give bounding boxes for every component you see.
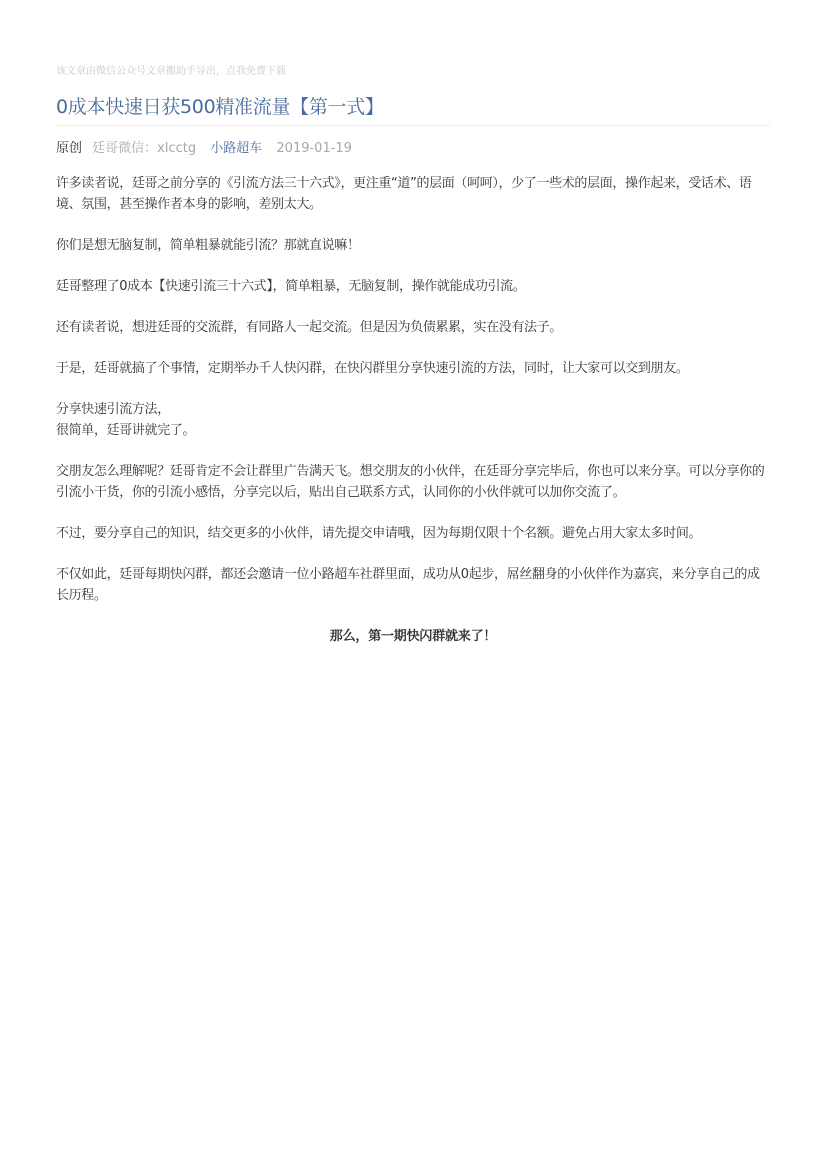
title-divider — [56, 125, 770, 126]
export-note-link[interactable]: 该文章由微信公众号文章搬助手导出，点我免费下载 — [56, 66, 286, 77]
paragraph: 廷哥整理了0成本【快速引流三十六式】，简单粗暴，无脑复制，操作就能成功引流。 — [56, 279, 526, 294]
paragraph: 许多读者说，廷哥之前分享的《引流方法三十六式》，更注重“道”的层面（呵呵），少了一些术的层面，操作起来，受话术、语境、氛围，甚至操作者本身的影响，差别太大。 — [56, 176, 752, 212]
share-line: 很简单，廷哥讲就完了。 — [56, 423, 196, 438]
share-line: 分享快速引流方法， — [56, 402, 170, 417]
paragraph: 交朋友怎么理解呢？廷哥肯定不会让群里广告满天飞。想交朋友的小伙伴，在廷哥分享完毕后，你也可以来分享。可以分享你的引流小干货，你的引流小感悟，分享完以后，贴出自己联系方式，认同你的小伙伴就可以加你交流了。 — [56, 464, 765, 500]
paragraph: 你们是想无脑复制，简单粗暴就能引流？那就直说嘛！ — [56, 238, 360, 253]
original-tag: 原创 — [56, 141, 83, 156]
article-body — [56, 173, 770, 667]
article-meta — [56, 140, 362, 158]
closing-line: 那么，第一期快闪群就来了！ — [329, 629, 497, 644]
paragraph: 于是，廷哥就搞了个事情，定期举办千人快闪群，在快闪群里分享快速引流的方法，同时，让大家可以交到朋友。 — [56, 361, 689, 376]
article-title: 0成本快速日获500精准流量【第一式】 — [56, 96, 384, 118]
paragraph: 不过，要分享自己的知识，结交更多的小伙伴，请先提交申请哦，因为每期仅限十个名额。避免占用大家太多时间。 — [56, 526, 702, 541]
paragraph: 不仅如此，廷哥每期快闪群，都还会邀请一位小路超车社群里面，成功从0起步，屌丝翻身的小伙伴作为嘉宾，来分享自己的成长历程。 — [56, 567, 760, 603]
account-link[interactable]: 小路超车 — [210, 141, 263, 156]
publish-date: 2019-01-19 — [276, 141, 352, 156]
share-paragraph — [56, 399, 770, 441]
paragraph: 还有读者说，想进廷哥的交流群，有同路人一起交流。但是因为负债累累，实在没有法子。 — [56, 320, 563, 335]
author-name: 廷哥微信：xlcctg — [92, 141, 197, 156]
